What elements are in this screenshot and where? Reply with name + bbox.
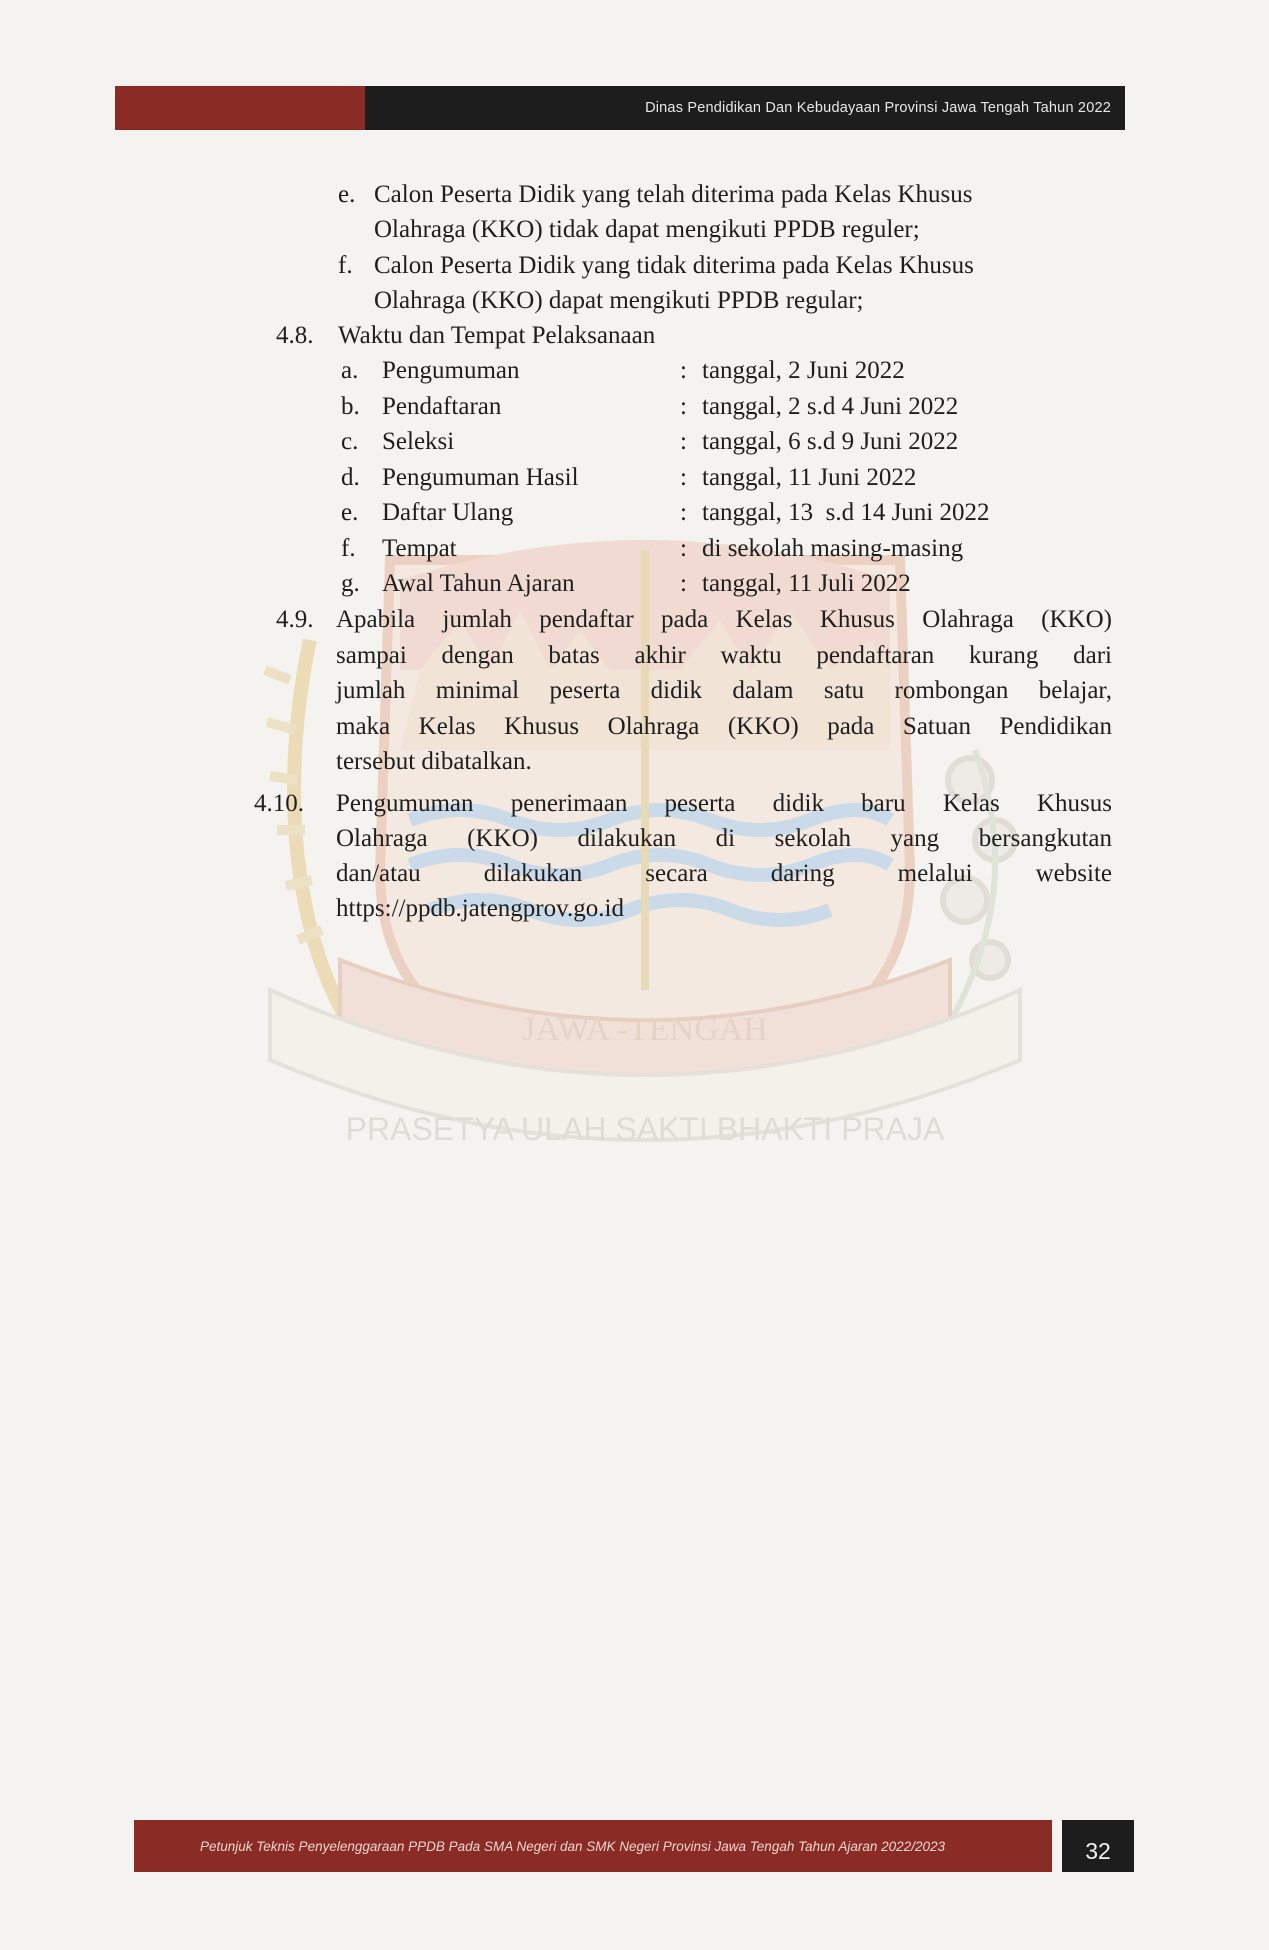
row-label: Pengumuman [382,357,520,384]
paragraph-line: Olahraga (KKO) tidak dapat mengikuti PPDB reguler; [374,216,920,243]
row-marker: g. [341,570,360,597]
row-marker: e. [341,499,359,526]
page-footer [134,1820,1134,1872]
row-marker: f. [341,535,356,562]
row-separator: : [680,570,687,597]
row-label: Pengumuman Hasil [382,464,579,491]
paragraph-line: sampai dengan batas akhir waktu pendaftaran kurang dari [336,642,1112,669]
paragraph-line: jumlah minimal peserta didik dalam satu rombongan belajar, [336,677,1112,704]
row-marker: a. [341,357,359,384]
list-marker: f. [338,252,353,279]
row-marker: d. [341,464,360,491]
row-value: tanggal, 11 Juli 2022 [702,570,911,597]
row-separator: : [680,499,687,526]
section-title: Waktu dan Tempat Pelaksanaan [338,322,656,349]
paragraph-line: tersebut dibatalkan. [336,748,532,775]
section-number: 4.9. [276,606,314,633]
header-title: Dinas Pendidikan Dan Kebudayaan Provinsi Jawa Tengah Tahun 2022 [365,86,1125,130]
list-marker: e. [338,181,356,208]
paragraph-line: Calon Peserta Didik yang telah diterima pada Kelas Khusus [374,181,973,208]
row-separator: : [680,393,687,420]
row-label: Tempat [382,535,457,562]
footer-title: Petunjuk Teknis Penyelenggaraan PPDB Pada SMA Negeri dan SMK Negeri Provinsi Jawa Tengah Tahun Ajaran 2022/2023 [134,1820,1052,1872]
row-value: tanggal, 2 Juni 2022 [702,357,905,384]
row-marker: b. [341,393,360,420]
row-separator: : [680,428,687,455]
paragraph-line: Olahraga (KKO) dilakukan di sekolah yang bersangkutan [336,825,1112,852]
emblem-top-text: JAWA -TENGAH [522,1011,768,1048]
section-number: 4.8. [276,322,314,349]
row-label: Awal Tahun Ajaran [382,570,575,597]
paragraph-line: Olahraga (KKO) dapat mengikuti PPDB regular; [374,287,864,314]
paragraph-line: maka Kelas Khusus Olahraga (KKO) pada Satuan Pendidikan [336,713,1112,740]
paragraph-line: Pengumuman penerimaan peserta didik baru Kelas Khusus [336,790,1112,817]
page-number: 32 [1062,1820,1134,1872]
website-url: https://ppdb.jatengprov.go.id [336,895,624,922]
paragraph-line: dan/atau dilakukan secara daring melalui website [336,860,1112,887]
row-label: Seleksi [382,428,455,455]
paragraph-line: Apabila jumlah pendaftar pada Kelas Khusus Olahraga (KKO) [336,606,1112,633]
row-separator: : [680,535,687,562]
row-separator: : [680,464,687,491]
row-label: Pendaftaran [382,393,502,420]
row-value: tanggal, 6 s.d 9 Juni 2022 [702,428,959,455]
paragraph-line: Calon Peserta Didik yang tidak diterima pada Kelas Khusus [374,252,974,279]
row-separator: : [680,357,687,384]
row-value: tanggal, 11 Juni 2022 [702,464,917,491]
row-value: tanggal, 2 s.d 4 Juni 2022 [702,393,959,420]
row-value: di sekolah masing-masing [702,535,964,562]
row-marker: c. [341,428,359,455]
row-value: tanggal, 13 s.d 14 Juni 2022 [702,499,990,526]
emblem-ribbon-text: PRASETYA ULAH SAKTI BHAKTI PRAJA [345,1111,945,1147]
row-label: Daftar Ulang [382,499,514,526]
section-number: 4.10. [254,790,304,817]
